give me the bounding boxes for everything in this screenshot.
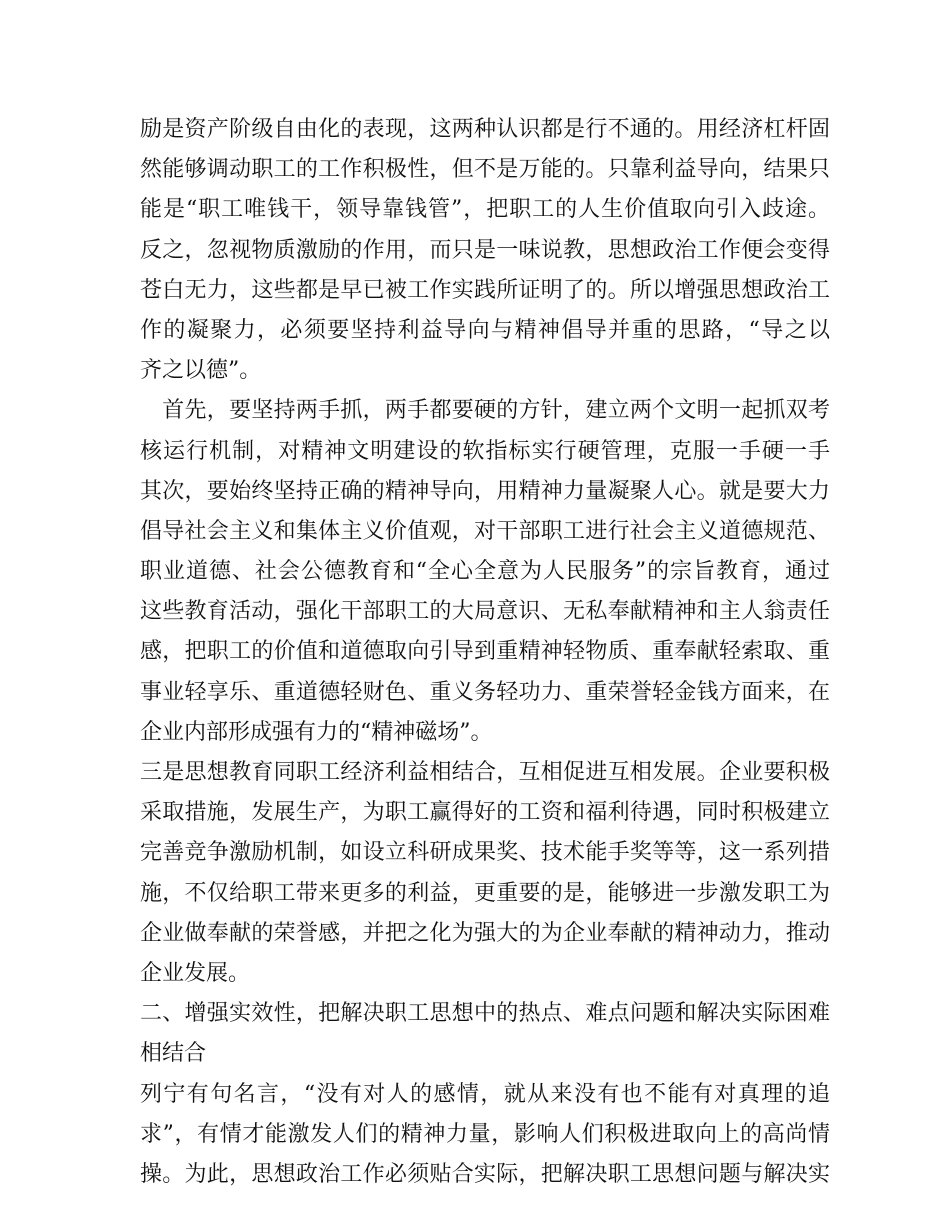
text-line: 这些教育活动，强化干部职工的大局意识、无私奉献精神和主人翁责任 xyxy=(140,599,830,625)
text-line: 列宁有句名言，“没有对人的感情，就从来没有也不能有对真理的追 xyxy=(140,1081,830,1107)
text-line: 相结合 xyxy=(140,1041,207,1067)
text-line: 企业内部形成强有力的“精神磁场”。 xyxy=(140,719,493,745)
text-line: 企业发展。 xyxy=(140,960,251,986)
text-line: 其次，要始终坚持正确的精神导向，用精神力量凝聚人心。就是要大力 xyxy=(140,478,830,504)
text-line: 作的凝聚力，必须要坚持利益导向与精神倡导并重的思路，“导之以 xyxy=(140,317,830,343)
text-line: 励是资产阶级自由化的表现，这两种认识都是行不通的。用经济杠杆固 xyxy=(140,117,830,142)
text-line: 求”，有情才能激发人们的精神力量，影响人们积极进取向上的高尚情 xyxy=(140,1121,830,1147)
text-line: 二、增强实效性，把解决职工思想中的热点、难点问题和解决实际困难 xyxy=(140,1001,830,1027)
text-line: 苍白无力，这些都是早已被工作实践所证明了的。所以增强思想政治工 xyxy=(140,277,830,303)
text-line: 事业轻享乐、重道德轻财色、重义务轻功力、重荣誉轻金钱方面来，在 xyxy=(140,679,830,705)
text-line: 然能够调动职工的工作积极性，但不是万能的。只靠利益导向，结果只 xyxy=(140,157,830,183)
text-line: 齐之以德”。 xyxy=(140,358,262,384)
text-line: 反之，忽视物质激励的作用，而只是一味说教，思想政治工作便会变得 xyxy=(140,237,830,263)
text-line: 三是思想教育同职工经济利益相结合，互相促进互相发展。企业要积极 xyxy=(140,760,830,785)
document-body xyxy=(140,110,830,1195)
text-line: 倡导社会主义和集体主义价值观，对干部职工进行社会主义道德规范、 xyxy=(140,518,830,544)
text-line: 核运行机制，对精神文明建设的软指标实行硬管理，克服一手硬一手 xyxy=(140,438,830,464)
text-line: 完善竞争激励机制，如设立科研成果奖、技术能手奖等等，这一系列措 xyxy=(140,840,830,866)
text-line: 感，把职工的价值和道德取向引导到重精神轻物质、重奉献轻索取、重 xyxy=(140,639,830,665)
text-line: 采取措施，发展生产，为职工赢得好的工资和福利待遇，同时积极建立 xyxy=(140,800,830,826)
text-line: 施，不仅给职工带来更多的利益，更重要的是，能够进一步激发职工为 xyxy=(140,880,830,906)
text-line: 职业道德、社会公德教育和“全心全意为人民服务”的宗旨教育，通过 xyxy=(140,559,830,585)
text-line: 首先，要坚持两手抓，两手都要硬的方针，建立两个文明一起抓双考 xyxy=(140,398,830,424)
text-line: 操。为此，思想政治工作必须贴合实际，把解决职工思想问题与解决实 xyxy=(140,1161,830,1187)
text-line: 能是“职工唯钱干，领导靠钱管”，把职工的人生价值取向引入歧途。 xyxy=(140,197,830,223)
text-line: 企业做奉献的荣誉感，并把之化为强大的为企业奉献的精神动力，推动 xyxy=(140,920,830,946)
